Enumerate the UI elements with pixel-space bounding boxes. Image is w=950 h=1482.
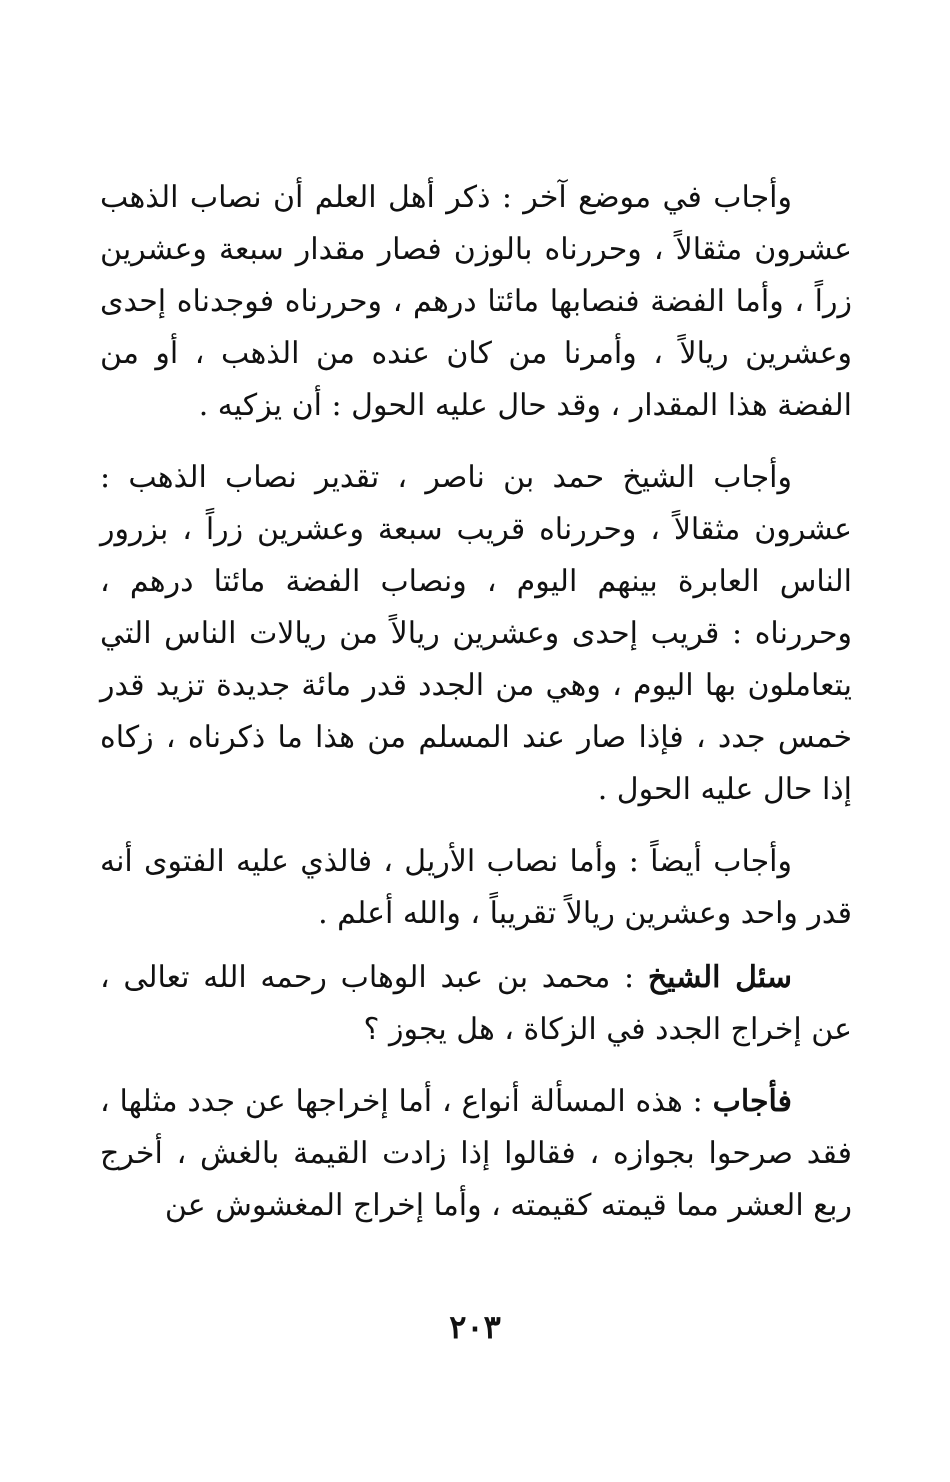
paragraph-1 xyxy=(100,172,852,432)
answer-text: : هذه المسألة أنواع ، أما إخراجها عن جدد مثلها ، فقد صرحوا بجوازه ، فقالوا إذا زادت القيمة بالغش ، أخرج ربع العشر مما قيمته كقيمته ، وأما إخراج المغشوش عن xyxy=(100,1084,852,1223)
paragraph-3-text: وأجاب أيضاً : وأما نصاب الأريل ، فالذي عليه الفتوى أنه قدر واحد وعشرين ريالاً تقريباً ، والله أعلم . xyxy=(100,844,852,931)
paragraph-gap xyxy=(100,940,852,952)
paragraph-gap xyxy=(100,816,852,836)
paragraph-gap xyxy=(100,1056,852,1076)
paragraph-1-text: وأجاب في موضع آخر : ذكر أهل العلم أن نصاب الذهب عشرون مثقالاً ، وحررناه بالوزن فصار مقدار سبعة وعشرين زراً ، وأما الفضة فنصابها مائتا درهم ، وحررناه فوجدناه إحدى وعشرين ريالاً ، وأمرنا من كان عنده من الذهب ، أو من الفضة هذا المقدار ، وقد حال عليه الحول : أن يزكيه . xyxy=(100,180,852,423)
question-paragraph xyxy=(100,952,852,1056)
paragraph-2 xyxy=(100,452,852,816)
paragraph-gap xyxy=(100,432,852,452)
answer-lead: فأجاب xyxy=(712,1084,792,1119)
question-text: : محمد بن عبد الوهاب رحمه الله تعالى ، عن إخراج الجدد في الزكاة ، هل يجوز ؟ xyxy=(100,960,852,1047)
question-lead: سئل الشيخ xyxy=(647,960,792,995)
paragraph-2-text: وأجاب الشيخ حمد بن ناصر ، تقدير نصاب الذهب : عشرون مثقالاً ، وحررناه قريب سبعة وعشرين زراً ، بزرور الناس العابرة بينهم اليوم ، ونصاب الفضة مائتا درهم ، وحررناه : قريب إحدى وعشرين ريالاً من ريالات الناس التي يتعاملون بها اليوم ، وهي من الجدد قدر مائة جديدة تزيد قدر خمس جدد ، فإذا صار عند المسلم من هذا ما ذكرناه ، زكاه إذا حال عليه الحول . xyxy=(100,460,852,807)
page-number: ٢٠٣ xyxy=(449,1308,501,1346)
page-body xyxy=(100,172,852,1232)
answer-paragraph xyxy=(100,1076,852,1232)
paragraph-3 xyxy=(100,836,852,940)
